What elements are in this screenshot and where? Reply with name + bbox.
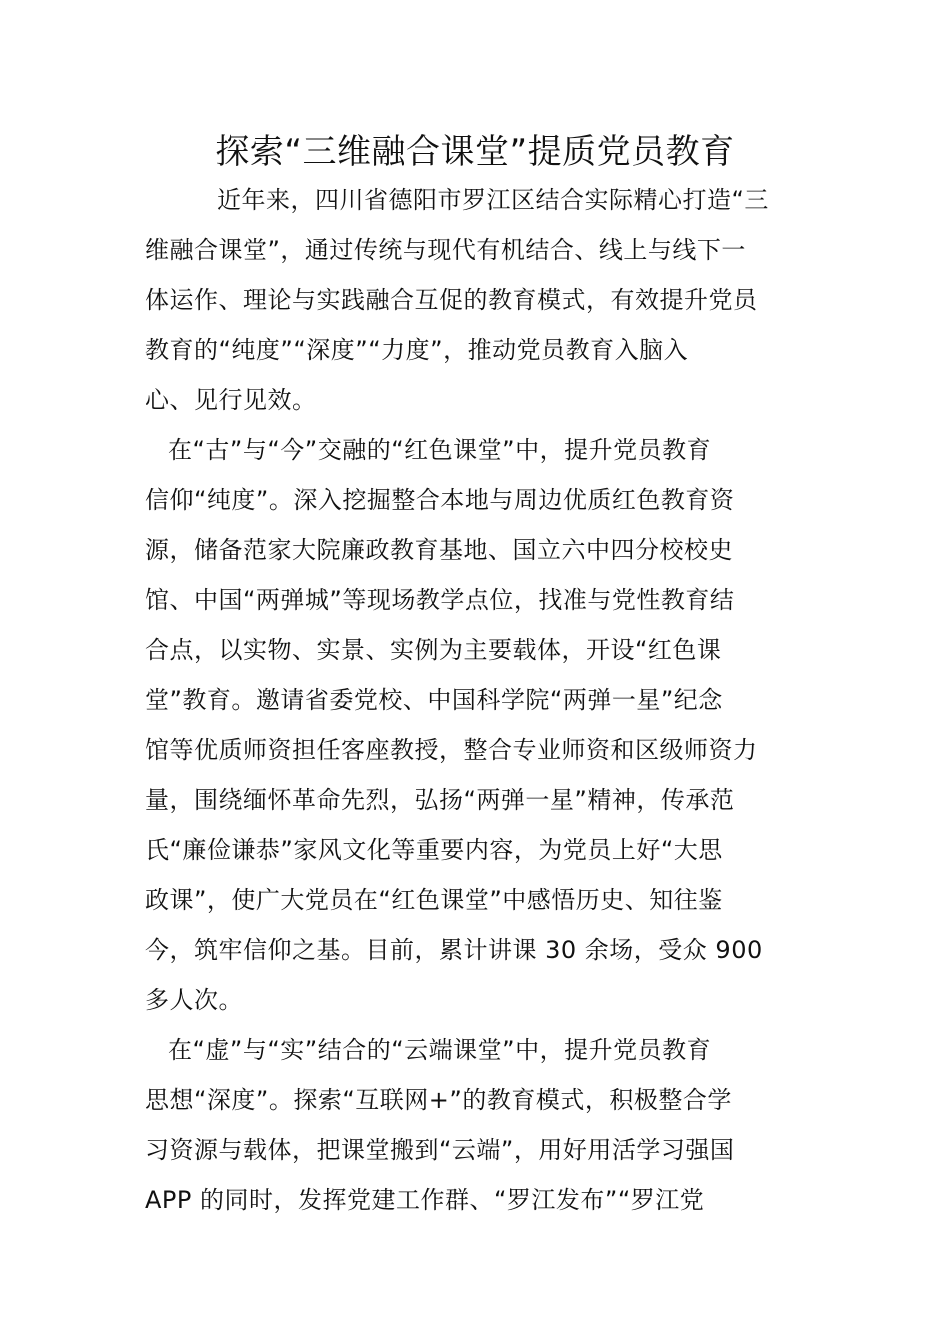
text-line: 馆等优质师资担任客座教授，整合专业师资和区级师资力 [145,736,758,764]
text-line: 习资源与载体，把课堂搬到“云端”，用好用活学习强国 [145,1136,735,1164]
text-line: 馆、中国“两弹城”等现场教学点位，找准与党性教育结 [145,586,735,614]
text-line: 近年来，四川省德阳市罗江区结合实际精心打造“三 [217,186,769,214]
text-line: 多人次。 [145,986,243,1014]
document-title: 探索“三维融合课堂”提质党员教育 [215,132,735,172]
text-line: 堂”教育。邀请省委党校、中国科学院“两弹一星”纪念 [145,686,723,714]
text-line: 今，筑牢信仰之基。目前，累计讲课 30 余场，受众 900 [145,936,763,964]
text-line: 源，储备范家大院廉政教育基地、国立六中四分校校史 [145,536,733,564]
text-line: 量，围绕缅怀革命先烈，弘扬“两弹一星”精神，传承范 [145,786,735,814]
text-line: 维融合课堂”，通过传统与现代有机结合、线上与线下一 [145,236,746,264]
text-line: 在“古”与“今”交融的“红色课堂”中，提升党员教育 [168,436,712,464]
text-line: 思想“深度”。探索“互联网+”的教育模式，积极整合学 [145,1086,732,1114]
text-line: 在“虚”与“实”结合的“云端课堂”中，提升党员教育 [168,1036,712,1064]
text-line: 氏“廉俭谦恭”家风文化等重要内容，为党员上好“大思 [145,836,723,864]
text-line: 合点，以实物、实景、实例为主要载体，开设“红色课 [145,636,722,664]
text-line: 信仰“纯度”。深入挖掘整合本地与周边优质红色教育资 [145,486,735,514]
text-line: 教育的“纯度”“深度”“力度”，推动党员教育入脑入 [145,336,689,364]
text-line: 体运作、理论与实践融合互促的教育模式，有效提升党员 [145,286,758,314]
text-line: APP 的同时，发挥党建工作群、“罗江发布”“罗江党 [145,1186,705,1214]
text-line: 政课”，使广大党员在“红色课堂”中感悟历史、知往鉴 [145,886,723,914]
text-line: 心、见行见效。 [145,386,317,414]
